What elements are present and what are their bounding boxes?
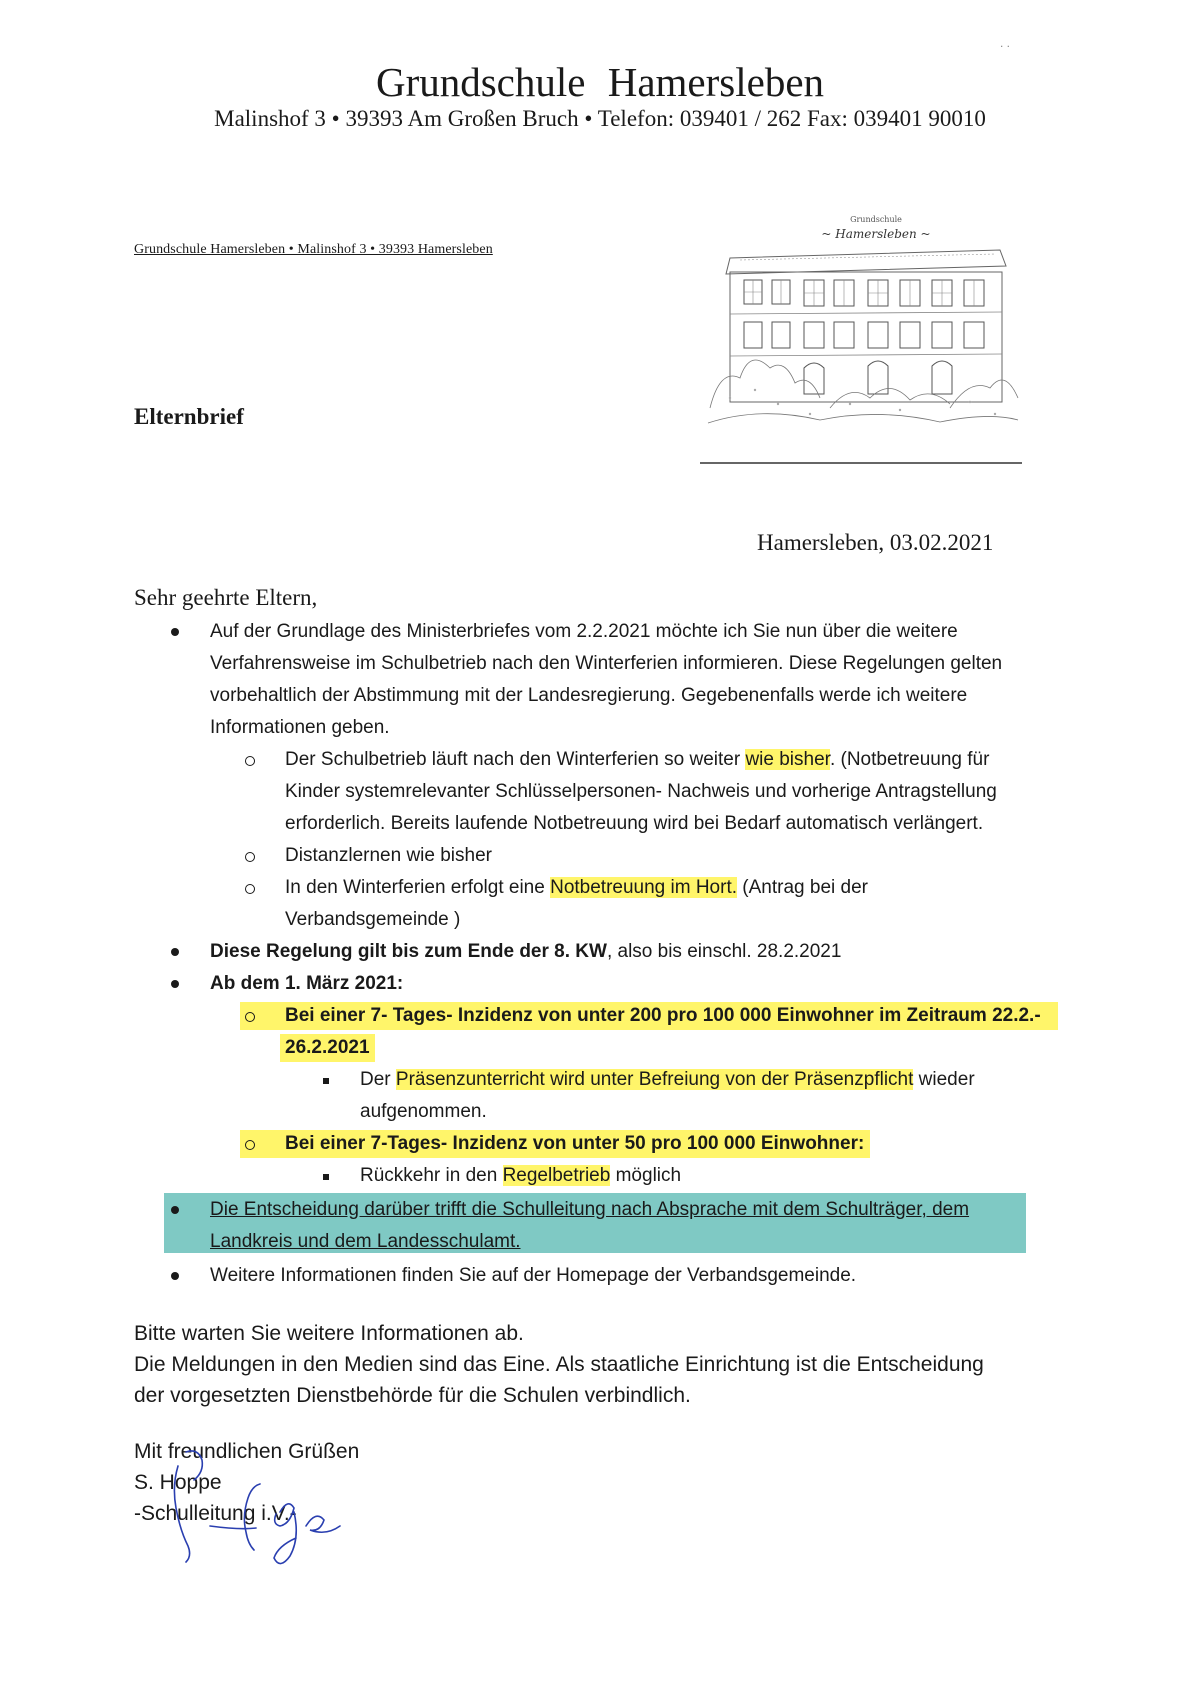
signatory-name: S. Hoppe xyxy=(134,1471,222,1494)
body-line: Der Präsenzunterricht wird unter Befreiung von der Präsenzpflicht wieder xyxy=(360,1069,975,1090)
body-line: Distanzlernen wie bisher xyxy=(285,845,492,866)
highlight-notbetreuung: Notbetreuung im Hort. xyxy=(550,877,738,898)
body-line: vorbehaltlich der Abstimmung mit der Landesregierung. Gegebenenfalls werde ich weitere xyxy=(210,685,968,706)
body-line: Bei einer 7- Tages- Inzidenz von unter 200 pro 100 000 Einwohner im Zeitraum 22.2.- xyxy=(285,1005,1041,1026)
return-address: Grundschule Hamersleben • Malinshof 3 • 39393 Hamersleben xyxy=(134,242,493,257)
bullet-marker xyxy=(171,948,179,956)
body-line: Informationen geben. xyxy=(210,717,390,738)
body-line: erforderlich. Bereits laufende Notbetreuung wird bei Bedarf automatisch verlängert. xyxy=(285,813,984,834)
body-line: Verbandsgemeinde ) xyxy=(285,909,461,930)
body-line: In den Winterferien erfolgt eine Notbetreuung im Hort. (Antrag bei der xyxy=(285,877,868,898)
highlight-praesenzunterricht: Präsenzunterricht wird unter Befreiung von der Präsenzpflicht xyxy=(395,1069,914,1090)
scan-artifact: . . xyxy=(1000,36,1011,50)
body-line: Weitere Informationen finden Sie auf der Homepage der Verbandsgemeinde. xyxy=(210,1265,857,1286)
body-line: Diese Regelung gilt bis zum Ende der 8. KW, also bis einschl. 28.2.2021 xyxy=(210,941,842,962)
school-name: Grundschule Hamersleben xyxy=(375,59,825,105)
place-date: Hamersleben, 03.02.2021 xyxy=(757,530,994,555)
highlight-regelbetrieb: Regelbetrieb xyxy=(502,1165,611,1186)
tertiary-bullet-marker xyxy=(323,1078,329,1084)
body-line: 26.2.2021 xyxy=(285,1037,370,1058)
svg-text:Grundschule: Grundschule xyxy=(850,215,902,224)
body-line: Kinder systemrelevanter Schlüsselpersonen- Nachweis und vorherige Antragstellung xyxy=(285,781,997,802)
body-line: Verfahrensweise im Schulbetrieb nach den Winterferien informieren. Diese Regelungen gelten xyxy=(210,653,1003,674)
sub-bullet-marker xyxy=(245,756,255,766)
sketch-caption: ~ Hamersleben ~ xyxy=(821,227,931,241)
closing-line: Die Meldungen in den Medien sind das Eine. Als staatliche Einrichtung ist die Entscheidung xyxy=(134,1353,984,1376)
bullet-marker xyxy=(171,980,179,988)
school-building-sketch xyxy=(700,208,1022,472)
body-line: Bei einer 7-Tages- Inzidenz von unter 50 pro 100 000 Einwohner: xyxy=(285,1133,865,1154)
closing-line: Bitte warten Sie weitere Informationen ab. xyxy=(134,1322,524,1345)
sub-bullet-marker xyxy=(245,852,255,862)
sub-bullet-marker xyxy=(245,884,255,894)
highlight-wie-bisher: wie bisher xyxy=(745,749,830,770)
body-line: Landkreis und dem Landesschulamt. xyxy=(210,1231,521,1252)
body-line: Auf der Grundlage des Ministerbriefes vom 2.2.2021 möchte ich Sie nun über die weitere xyxy=(210,621,958,642)
tertiary-bullet-marker xyxy=(323,1174,329,1180)
greeting: Mit freundlichen Grüßen xyxy=(134,1440,360,1463)
closing-line: der vorgesetzten Dienstbehörde für die Schulen verbindlich. xyxy=(134,1384,691,1407)
salutation: Sehr geehrte Eltern, xyxy=(134,585,318,610)
body-line: Ab dem 1. März 2021: xyxy=(210,973,404,994)
signatory-role: -Schulleitung i.V.- xyxy=(134,1502,297,1525)
bullet-marker xyxy=(171,1206,179,1214)
letter-type-heading: Elternbrief xyxy=(134,404,244,429)
bullet-marker xyxy=(171,1272,179,1280)
school-address: Malinshof 3 • 39393 Am Großen Bruch • Telefon: 039401 / 262 Fax: 039401 90010 xyxy=(214,106,986,131)
body-line: Rückkehr in den Regelbetrieb möglich xyxy=(360,1165,682,1186)
sub-bullet-marker xyxy=(245,1140,255,1150)
sub-bullet-marker xyxy=(245,1012,255,1022)
body-line: Die Entscheidung darüber trifft die Schulleitung nach Absprache mit dem Schulträger, dem xyxy=(210,1199,970,1220)
body-line: aufgenommen. xyxy=(360,1101,487,1122)
handwritten-signature xyxy=(130,1446,370,1576)
body-line: Der Schulbetrieb läuft nach den Winterferien so weiter wie bisher. (Notbetreuung für xyxy=(285,749,990,770)
bullet-marker xyxy=(171,628,179,636)
